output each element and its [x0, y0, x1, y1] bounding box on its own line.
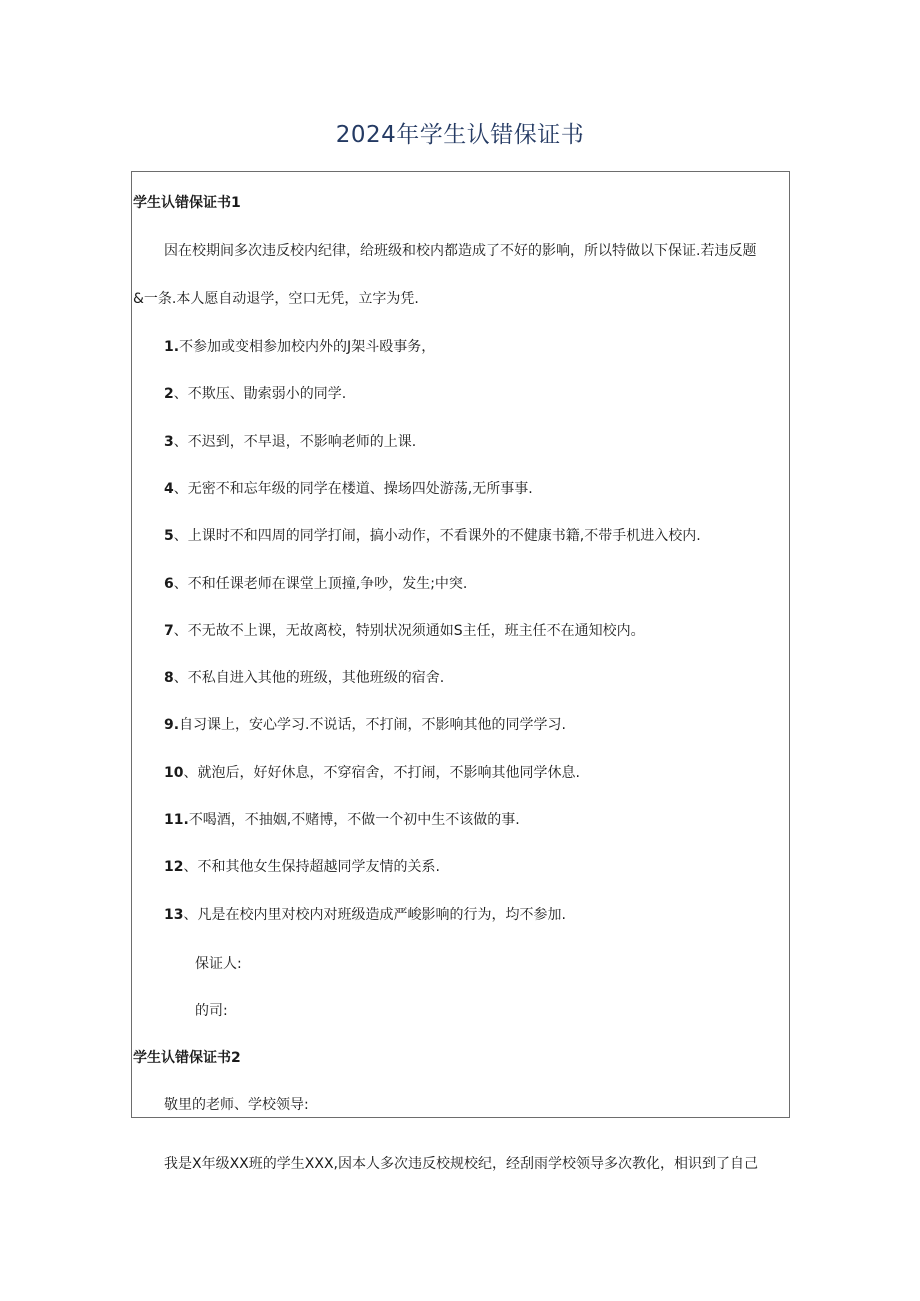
- document-title: 2024年学生认错保证书: [335, 122, 585, 148]
- pledge-item: [164, 716, 566, 734]
- salutation: 敬里的老师、学校领导:: [164, 1097, 309, 1113]
- pledge-item: [164, 622, 645, 640]
- pledge-item: [164, 811, 520, 829]
- pledge-item-text: 、不私自进入其他的班级，其他班级的宿舍.: [173, 670, 445, 686]
- pledge-item-text: 、不无故不上课，无故离校，特别状况须通如S主任，班主任不在通知校内。: [173, 623, 645, 639]
- content-box: [131, 171, 790, 1118]
- pledge-item: [164, 433, 416, 451]
- pledge-item-text: 、不和其他女生保持超越同学友情的关系.: [183, 859, 440, 875]
- pledge-item: [164, 338, 435, 356]
- pledge-item: [164, 527, 701, 545]
- pledge-item-text: 不喝酒，不抽姻,不赌博，不做一个初中生不该做的事.: [188, 812, 520, 828]
- pledge-item-text: 自习课上，安心学习.不说话，不打闹，不影响其他的同学学习.: [179, 717, 566, 733]
- intro-paragraph-line-1: 因在校期间多次违反校内纪律，给班级和校内都造成了不好的影响，所以特做以下保证.若违反题: [164, 243, 757, 259]
- section-heading-1: 学生认错保证书1: [133, 195, 241, 211]
- date-label: 的司:: [195, 1003, 228, 1019]
- pledge-item: [164, 669, 444, 687]
- pledge-item-text: 、无密不和忘年级的同学在楼道、操场四处游荡,无所事事.: [173, 481, 533, 497]
- pledge-item-text: 、不欺压、勖索弱小的同学.: [173, 386, 347, 402]
- pledge-item-number: 9.: [164, 717, 180, 733]
- pledge-item-text: 不参加或变相参加校内外的J架斗殴事务，: [179, 339, 436, 355]
- pledge-item: [164, 906, 566, 924]
- pledge-item-number: 8: [164, 670, 174, 686]
- pledge-item-text: 、就泡后，好好休息，不穿宿舍，不打闹，不影响其他同学休息.: [183, 765, 580, 781]
- pledge-item-number: 12: [164, 859, 184, 875]
- pledge-item-text: 、不和任课老师在课堂上顶撞,争吵，发生;中突.: [173, 576, 468, 592]
- pledge-item-number: 2: [164, 386, 174, 402]
- pledge-item-number: 11.: [164, 812, 189, 828]
- intro-paragraph-line-2: &一条.本人愿自动退学，空口无凭，立字为凭.: [133, 291, 419, 307]
- pledge-item-number: 10: [164, 765, 184, 781]
- pledge-item-number: 13: [164, 907, 184, 923]
- section-heading-2: 学生认错保证书2: [133, 1050, 241, 1066]
- pledge-item-number: 1.: [164, 339, 180, 355]
- pledge-item-text: 、不迟到，不早退，不影响老师的上课.: [173, 434, 417, 450]
- pledge-item-number: 5: [164, 528, 174, 544]
- pledge-item: [164, 385, 346, 403]
- pledge-item-text: 、上课时不和四周的同学打闹，搞小动作，不看课外的不健康书籍,不带手机进入校内.: [173, 528, 701, 544]
- pledge-item: [164, 575, 467, 593]
- pledge-item-text: 、凡是在校内里对校内对班级造成严峻影响的行为，均不参加.: [183, 907, 566, 923]
- pledge-item-number: 6: [164, 576, 174, 592]
- guarantor-label: 保证人:: [195, 956, 242, 972]
- pledge-item-number: 7: [164, 623, 174, 639]
- pledge-item-number: 4: [164, 481, 174, 497]
- pledge-item: [164, 858, 440, 876]
- pledge-item-number: 3: [164, 434, 174, 450]
- pledge-item: [164, 764, 580, 782]
- bottom-paragraph-line: 我是X年级XX班的学生XXX,因本人多次违反校规校纪，经刮雨学校领导多次教化，相识到了自己: [164, 1156, 758, 1172]
- pledge-item: [164, 480, 533, 498]
